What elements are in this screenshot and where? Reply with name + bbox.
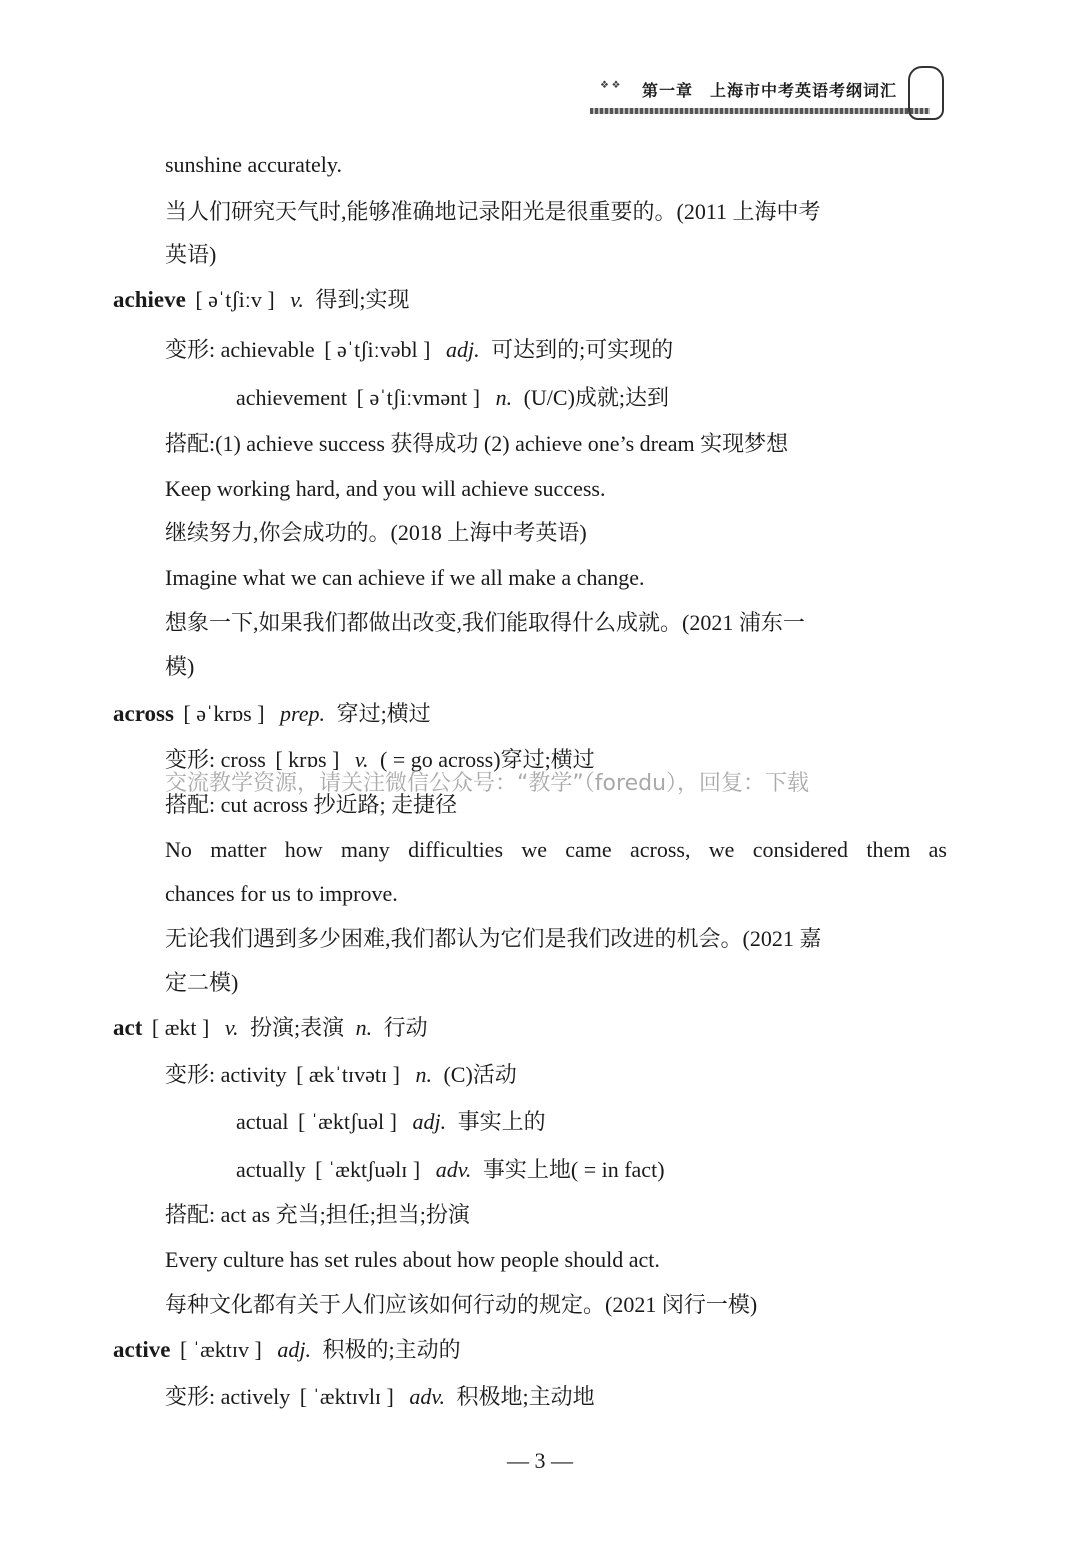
part-of-speech: n.	[355, 1015, 373, 1040]
variant-line	[236, 1107, 546, 1137]
phonetic: [ ˈæktʃuəl ]	[298, 1109, 397, 1134]
meaning: 得到;实现	[315, 287, 410, 312]
variant-word: actively	[220, 1384, 291, 1409]
header-rule	[590, 108, 930, 114]
headword: across	[113, 701, 174, 726]
collocation-line: 搭配: cut across 抄近路; 走捷径	[165, 792, 458, 817]
meaning: 可达到的;可实现的	[491, 337, 674, 362]
phonetic: [ əˈtʃiːvmənt ]	[356, 385, 481, 410]
example-line: Keep working hard, and you will achieve success.	[165, 476, 606, 501]
translation-line: 无论我们遇到多少困难,我们都认为它们是我们改进的机会。(2021 嘉	[165, 926, 822, 951]
part-of-speech: prep.	[280, 701, 326, 726]
translation-line: 每种文化都有关于人们应该如何行动的规定。(2021 闵行一模)	[165, 1292, 758, 1317]
phonetic: [ əˈtʃiːv ]	[195, 287, 275, 312]
chapter-header	[590, 70, 950, 120]
phonetic: [ ˈæktʃuəlɪ ]	[315, 1157, 421, 1182]
part-of-speech: n.	[495, 385, 513, 410]
entry-act	[113, 1013, 428, 1043]
headword: act	[113, 1015, 143, 1040]
meaning: 扮演;表演	[249, 1015, 345, 1040]
text-line: 英语)	[165, 242, 217, 267]
phonetic: [ ækt ]	[151, 1015, 210, 1040]
example-line: chances for us to improve.	[165, 881, 398, 906]
part-of-speech: adj.	[445, 337, 480, 362]
entry-achieve	[113, 285, 409, 315]
variant-line	[236, 1155, 665, 1185]
phonetic: [ əˈkrɒs ]	[183, 701, 265, 726]
phonetic: [ krɒs ]	[275, 747, 340, 772]
part-of-speech: adj.	[277, 1337, 311, 1362]
variant-line	[165, 335, 673, 365]
page-number: — 3 —	[507, 1448, 573, 1473]
meaning: (C)活动	[443, 1062, 517, 1087]
meaning: 积极的;主动的	[322, 1337, 461, 1362]
meaning: (U/C)成就;达到	[523, 385, 670, 410]
part-of-speech: v.	[354, 747, 369, 772]
part-of-speech: adv.	[409, 1384, 446, 1409]
decoration-icon: ❖ ❖	[600, 80, 621, 91]
meaning: 行动	[383, 1015, 428, 1040]
variant-word: actual	[236, 1109, 289, 1134]
headword: active	[113, 1337, 171, 1362]
example-line: Every culture has set rules about how people should act.	[165, 1247, 660, 1272]
example-line: No matter how many difficulties we came across, we considered them as	[165, 837, 947, 862]
part-of-speech: v.	[290, 287, 304, 312]
phonetic: [ ˈæktɪvlɪ ]	[299, 1384, 394, 1409]
part-of-speech: n.	[415, 1062, 432, 1087]
variant-line	[165, 1060, 517, 1090]
variant-word: actually	[236, 1157, 306, 1182]
variant-line	[236, 383, 669, 413]
translation-line: 想象一下,如果我们都做出改变,我们能取得什么成就。(2021 浦东一	[165, 610, 805, 635]
label: 变形:	[165, 1062, 216, 1087]
part-of-speech: adj.	[412, 1109, 447, 1134]
meaning: ( = go across)穿过;横过	[380, 747, 595, 772]
meaning: 事实上地( = in fact)	[482, 1157, 665, 1182]
variant-word: cross	[220, 747, 266, 772]
label: 变形:	[165, 747, 216, 772]
part-of-speech: adv.	[435, 1157, 472, 1182]
watermark-text: 交流教学资源，请关注微信公众号：“教学”（foredu），回复：下载	[165, 771, 810, 796]
variant-word: activity	[220, 1062, 287, 1087]
meaning: 积极地;主动地	[456, 1384, 595, 1409]
translation-line: 模)	[165, 654, 195, 679]
part-of-speech: v.	[224, 1015, 239, 1040]
headword: achieve	[113, 287, 186, 312]
translation-line: 继续努力,你会成功的。(2018 上海中考英语)	[165, 520, 587, 545]
variant-word: achievement	[236, 385, 348, 410]
phonetic: [ ˈæktɪv ]	[179, 1337, 262, 1362]
entry-active	[113, 1335, 461, 1365]
thumbs-up-icon	[908, 66, 944, 120]
label: 变形:	[165, 1384, 216, 1409]
meaning: 穿过;横过	[336, 701, 431, 726]
variant-word: achievable	[220, 337, 315, 362]
meaning: 事实上的	[457, 1109, 546, 1134]
chapter-title: 第一章 上海市中考英语考纲词汇	[642, 81, 898, 100]
collocation-line: 搭配:(1) achieve success 获得成功 (2) achieve one’s dream 实现梦想	[165, 431, 789, 456]
text-line: 当人们研究天气时,能够准确地记录阳光是很重要的。(2011 上海中考	[165, 199, 821, 224]
variant-line	[165, 1382, 595, 1412]
label: 变形:	[165, 337, 216, 362]
text-line: sunshine accurately.	[165, 152, 342, 177]
collocation-line: 搭配: act as 充当;担任;担当;扮演	[165, 1202, 470, 1227]
entry-across	[113, 699, 431, 729]
translation-line: 定二模)	[165, 970, 239, 995]
example-line: Imagine what we can achieve if we all make a change.	[165, 565, 645, 590]
phonetic: [ ækˈtɪvətɪ ]	[296, 1062, 400, 1087]
phonetic: [ əˈtʃiːvəbl ]	[324, 337, 431, 362]
